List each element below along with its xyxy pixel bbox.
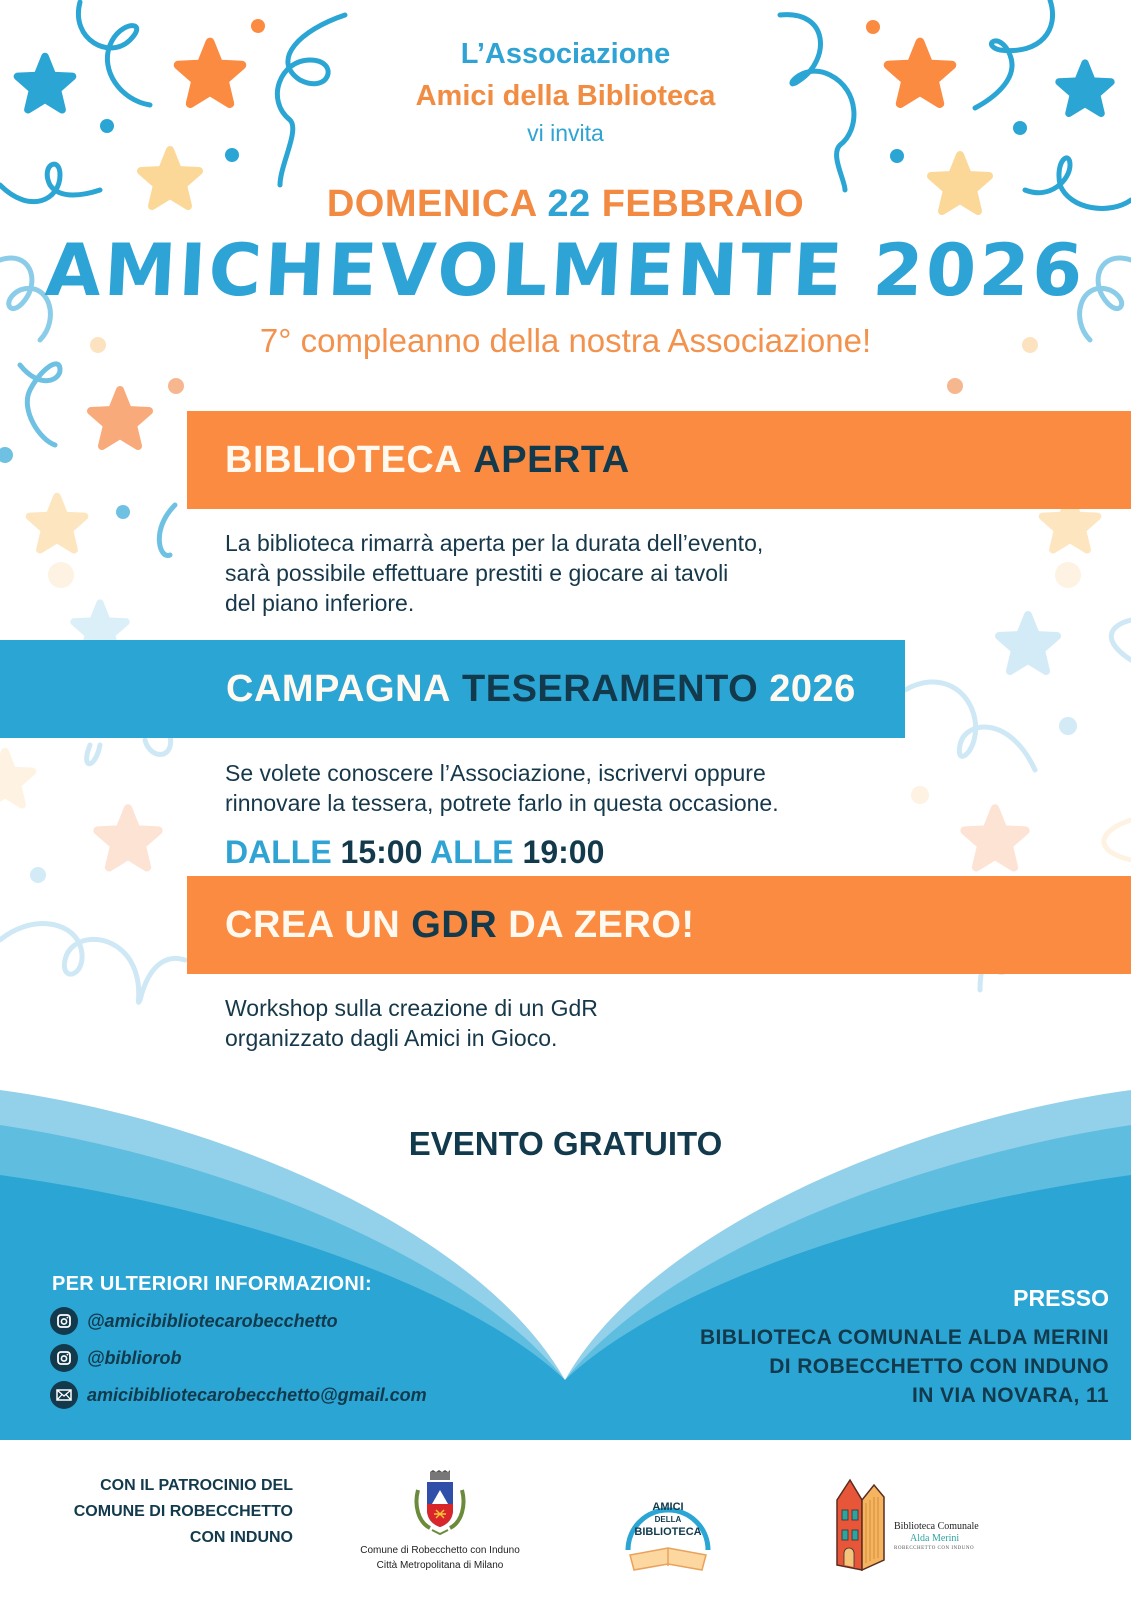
section-text-tesseramento bbox=[225, 758, 779, 818]
patronage-line: CON INDUNO bbox=[189, 1529, 293, 1546]
contact-email[interactable] bbox=[50, 1381, 427, 1409]
heading-tail: DA ZERO! bbox=[508, 903, 695, 946]
text-line: Workshop sulla creazione di un GdR bbox=[225, 995, 598, 1021]
instagram-icon bbox=[50, 1344, 78, 1372]
biblioteca-logo-line: ROBECCHETTO CON INDUNO bbox=[894, 1546, 975, 1551]
venue-line: IN VIA NOVARA, 11 bbox=[911, 1384, 1109, 1407]
event-title: AMICHEVOLMENTE 2026 bbox=[43, 228, 1088, 312]
section-text-gdr bbox=[225, 993, 598, 1053]
hours-from-label: DALLE bbox=[225, 834, 332, 870]
comune-caption-line: Città Metropolitana di Milano bbox=[376, 1560, 504, 1571]
info-title: PER ULTERIORI INFORMAZIONI: bbox=[52, 1273, 372, 1295]
venue-line: BIBLIOTECA COMUNALE ALDA MERINI bbox=[699, 1326, 1109, 1349]
text-line: organizzato dagli Amici in Gioco. bbox=[225, 1025, 558, 1051]
heading-tail: 2026 bbox=[769, 667, 856, 710]
section-heading-gdr bbox=[187, 876, 1131, 974]
contact-instagram-bibliorob[interactable] bbox=[50, 1344, 182, 1372]
patronage-text bbox=[74, 1473, 293, 1551]
svg-text:AMICI: AMICI bbox=[652, 1501, 684, 1513]
patronage-line: CON IL PATROCINIO DEL bbox=[100, 1477, 293, 1494]
biblioteca-logo-line: Biblioteca Comunale bbox=[894, 1521, 979, 1532]
contact-text[interactable]: @amicibibliotecarobecchetto bbox=[87, 1310, 338, 1331]
date-month: FEBBRAIO bbox=[601, 183, 805, 225]
coat-of-arms-icon bbox=[410, 1470, 470, 1538]
event-subtitle: 7° compleanno della nostra Associazione! bbox=[259, 322, 872, 359]
biblioteca-alda-merini-logo bbox=[832, 1475, 1012, 1585]
svg-text:BIBLIOTECA: BIBLIOTECA bbox=[634, 1526, 702, 1538]
text-line: sarà possibile effettuare prestiti e giocare ai tavoli bbox=[225, 560, 729, 586]
text-line: del piano inferiore. bbox=[225, 590, 415, 616]
section-heading-tesseramento bbox=[0, 640, 905, 738]
instagram-icon bbox=[50, 1307, 78, 1335]
hours-from-time: 15:00 bbox=[340, 834, 423, 870]
association-name-line1: L’Associazione bbox=[460, 38, 671, 70]
mail-icon bbox=[50, 1381, 78, 1409]
free-event-label: EVENTO GRATUITO bbox=[408, 1125, 723, 1162]
heading-light: BIBLIOTECA bbox=[225, 438, 463, 481]
section-text-biblioteca-aperta bbox=[225, 528, 763, 618]
event-date bbox=[0, 183, 1131, 226]
footer bbox=[0, 1440, 1131, 1600]
biblioteca-logo-line: Alda Merini bbox=[910, 1533, 960, 1544]
invite-text: vi invita bbox=[527, 120, 604, 146]
hours-to-time: 19:00 bbox=[522, 834, 605, 870]
date-day: DOMENICA bbox=[326, 183, 537, 225]
event-hours bbox=[225, 834, 604, 871]
library-building-icon bbox=[832, 1475, 892, 1575]
patronage-line: COMUNE DI ROBECCHETTO bbox=[73, 1503, 293, 1520]
section-heading-biblioteca-aperta bbox=[187, 411, 1131, 509]
contact-instagram-amici[interactable] bbox=[50, 1307, 338, 1335]
venue-address bbox=[700, 1323, 1109, 1410]
date-number: 22 bbox=[547, 183, 591, 225]
svg-text:DELLA: DELLA bbox=[654, 1515, 682, 1524]
text-line: Se volete conoscere l’Associazione, iscrivervi oppure bbox=[225, 760, 766, 786]
comune-caption-line: Comune di Robecchetto con Induno bbox=[360, 1545, 520, 1556]
hours-to-label: ALLE bbox=[430, 834, 514, 870]
heading-light: CAMPAGNA bbox=[226, 667, 451, 710]
heading-dark: GDR bbox=[411, 903, 498, 946]
contact-text[interactable]: @bibliorob bbox=[87, 1347, 182, 1368]
venue-line: DI ROBECCHETTO CON INDUNO bbox=[769, 1355, 1109, 1378]
heading-light: CREA UN bbox=[225, 903, 401, 946]
text-line: rinnovare la tessera, potrete farlo in questa occasione. bbox=[225, 790, 779, 816]
heading-dark: TESERAMENTO bbox=[462, 667, 759, 710]
text-line: La biblioteca rimarrà aperta per la durata dell’evento, bbox=[225, 530, 764, 556]
venue-label: PRESSO bbox=[1013, 1285, 1109, 1311]
comune-logo bbox=[350, 1470, 530, 1573]
amici-della-biblioteca-logo bbox=[618, 1480, 718, 1580]
association-name-line2: Amici della Biblioteca bbox=[415, 80, 716, 112]
heading-dark: APERTA bbox=[473, 438, 630, 481]
contact-text[interactable]: amicibibliotecarobecchetto@gmail.com bbox=[87, 1384, 427, 1405]
